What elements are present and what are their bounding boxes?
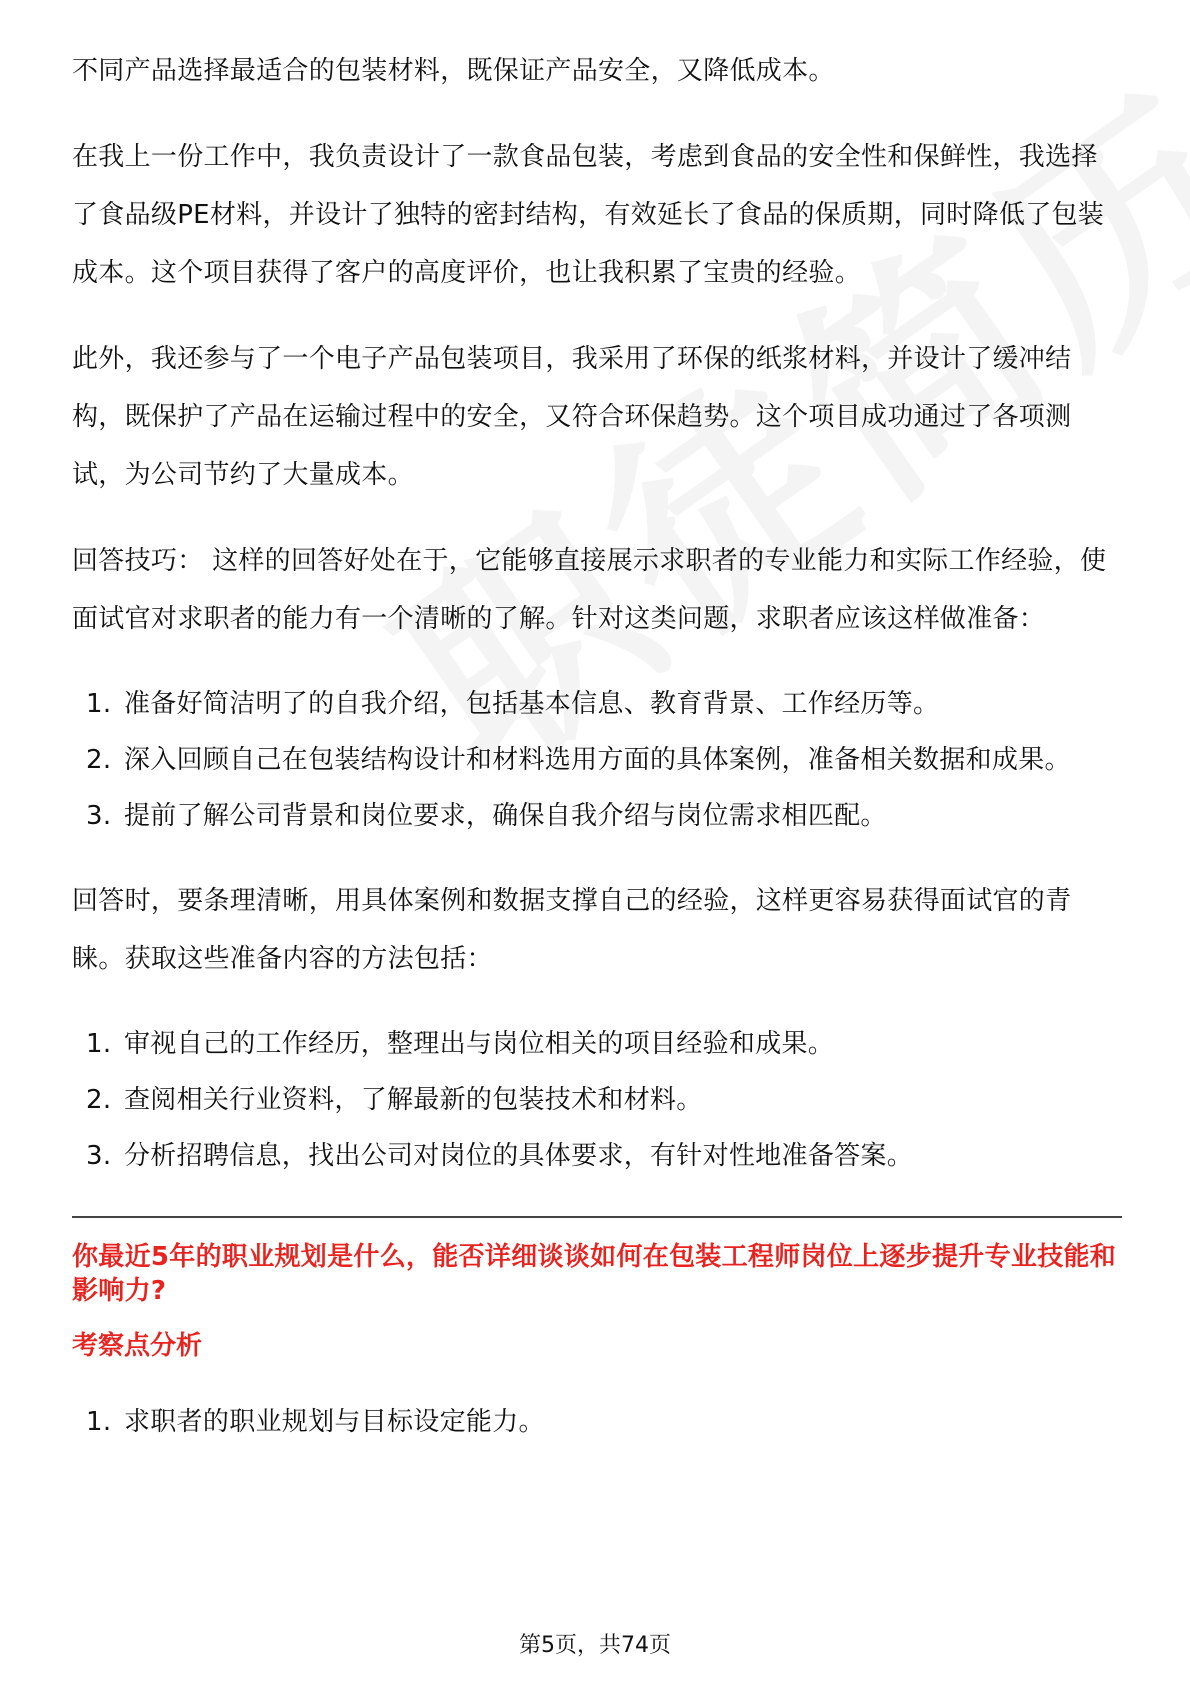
methods-list — [72, 1016, 1122, 1184]
list-item — [72, 1394, 1122, 1450]
list-item-text: 准备好简洁明了的自我介绍，包括基本信息、教育背景、工作经历等。 — [124, 689, 940, 719]
paragraph: 回答时，要条理清晰，用具体案例和数据支撑自己的经验，这样更容易获得面试官的青睐。获取这些准备内容的方法包括： — [72, 886, 1072, 974]
list-number: 1. — [86, 1029, 112, 1059]
list-item-text: 求职者的职业规划与目标设定能力。 — [124, 1407, 545, 1437]
list-number: 1. — [86, 689, 112, 719]
list-item-text: 审视自己的工作经历，整理出与岗位相关的项目经验和成果。 — [124, 1029, 835, 1059]
list-item-text: 分析招聘信息，找出公司对岗位的具体要求，有针对性地准备答案。 — [124, 1141, 914, 1171]
preparation-list — [72, 676, 1122, 844]
list-number: 3. — [86, 1141, 112, 1171]
answer-tips-paragraph: 回答技巧： 这样的回答好处在于，它能够直接展示求职者的专业能力和实际工作经验，使面试官对求职者的能力有一个清晰的了解。针对这类问题，求职者应该这样做准备： — [72, 546, 1107, 634]
list-number: 2. — [86, 1085, 112, 1115]
list-item-text: 查阅相关行业资料，了解最新的包装技术和材料。 — [124, 1085, 703, 1115]
list-item — [72, 1072, 1122, 1128]
section-title: 考察点分析 — [72, 1331, 203, 1361]
section-divider — [72, 1216, 1122, 1218]
list-item-text: 提前了解公司背景和岗位要求，确保自我介绍与岗位需求相匹配。 — [124, 801, 887, 831]
list-item — [72, 788, 1122, 844]
document-body — [72, 42, 1122, 1478]
paragraph: 在我上一份工作中，我负责设计了一款食品包装，考虑到食品的安全性和保鲜性，我选择了食品级PE材料，并设计了独特的密封结构，有效延长了食品的保质期，同时降低了包装成本。这个项目获得了客户的高度评价，也让我积累了宝贵的经验。 — [72, 142, 1105, 288]
paragraph: 不同产品选择最适合的包装材料，既保证产品安全，又降低成本。 — [72, 56, 835, 86]
analysis-list — [72, 1394, 1122, 1450]
list-number: 1. — [86, 1407, 112, 1437]
list-item-text: 深入回顾自己在包装结构设计和材料选用方面的具体案例，准备相关数据和成果。 — [124, 745, 1071, 775]
list-item — [72, 1128, 1122, 1184]
page-number: 第5页，共74页 — [519, 1633, 671, 1658]
interview-question: 你最近5年的职业规划是什么，能否详细谈谈如何在包装工程师岗位上逐步提升专业技能和影响力? — [72, 1242, 1117, 1306]
list-item — [72, 732, 1122, 788]
list-number: 2. — [86, 745, 112, 775]
list-item — [72, 676, 1122, 732]
list-item — [72, 1016, 1122, 1072]
paragraph: 此外，我还参与了一个电子产品包装项目，我采用了环保的纸浆材料，并设计了缓冲结构，既保护了产品在运输过程中的安全，又符合环保趋势。这个项目成功通过了各项测试，为公司节约了大量成本。 — [72, 344, 1072, 490]
list-number: 3. — [86, 801, 112, 831]
